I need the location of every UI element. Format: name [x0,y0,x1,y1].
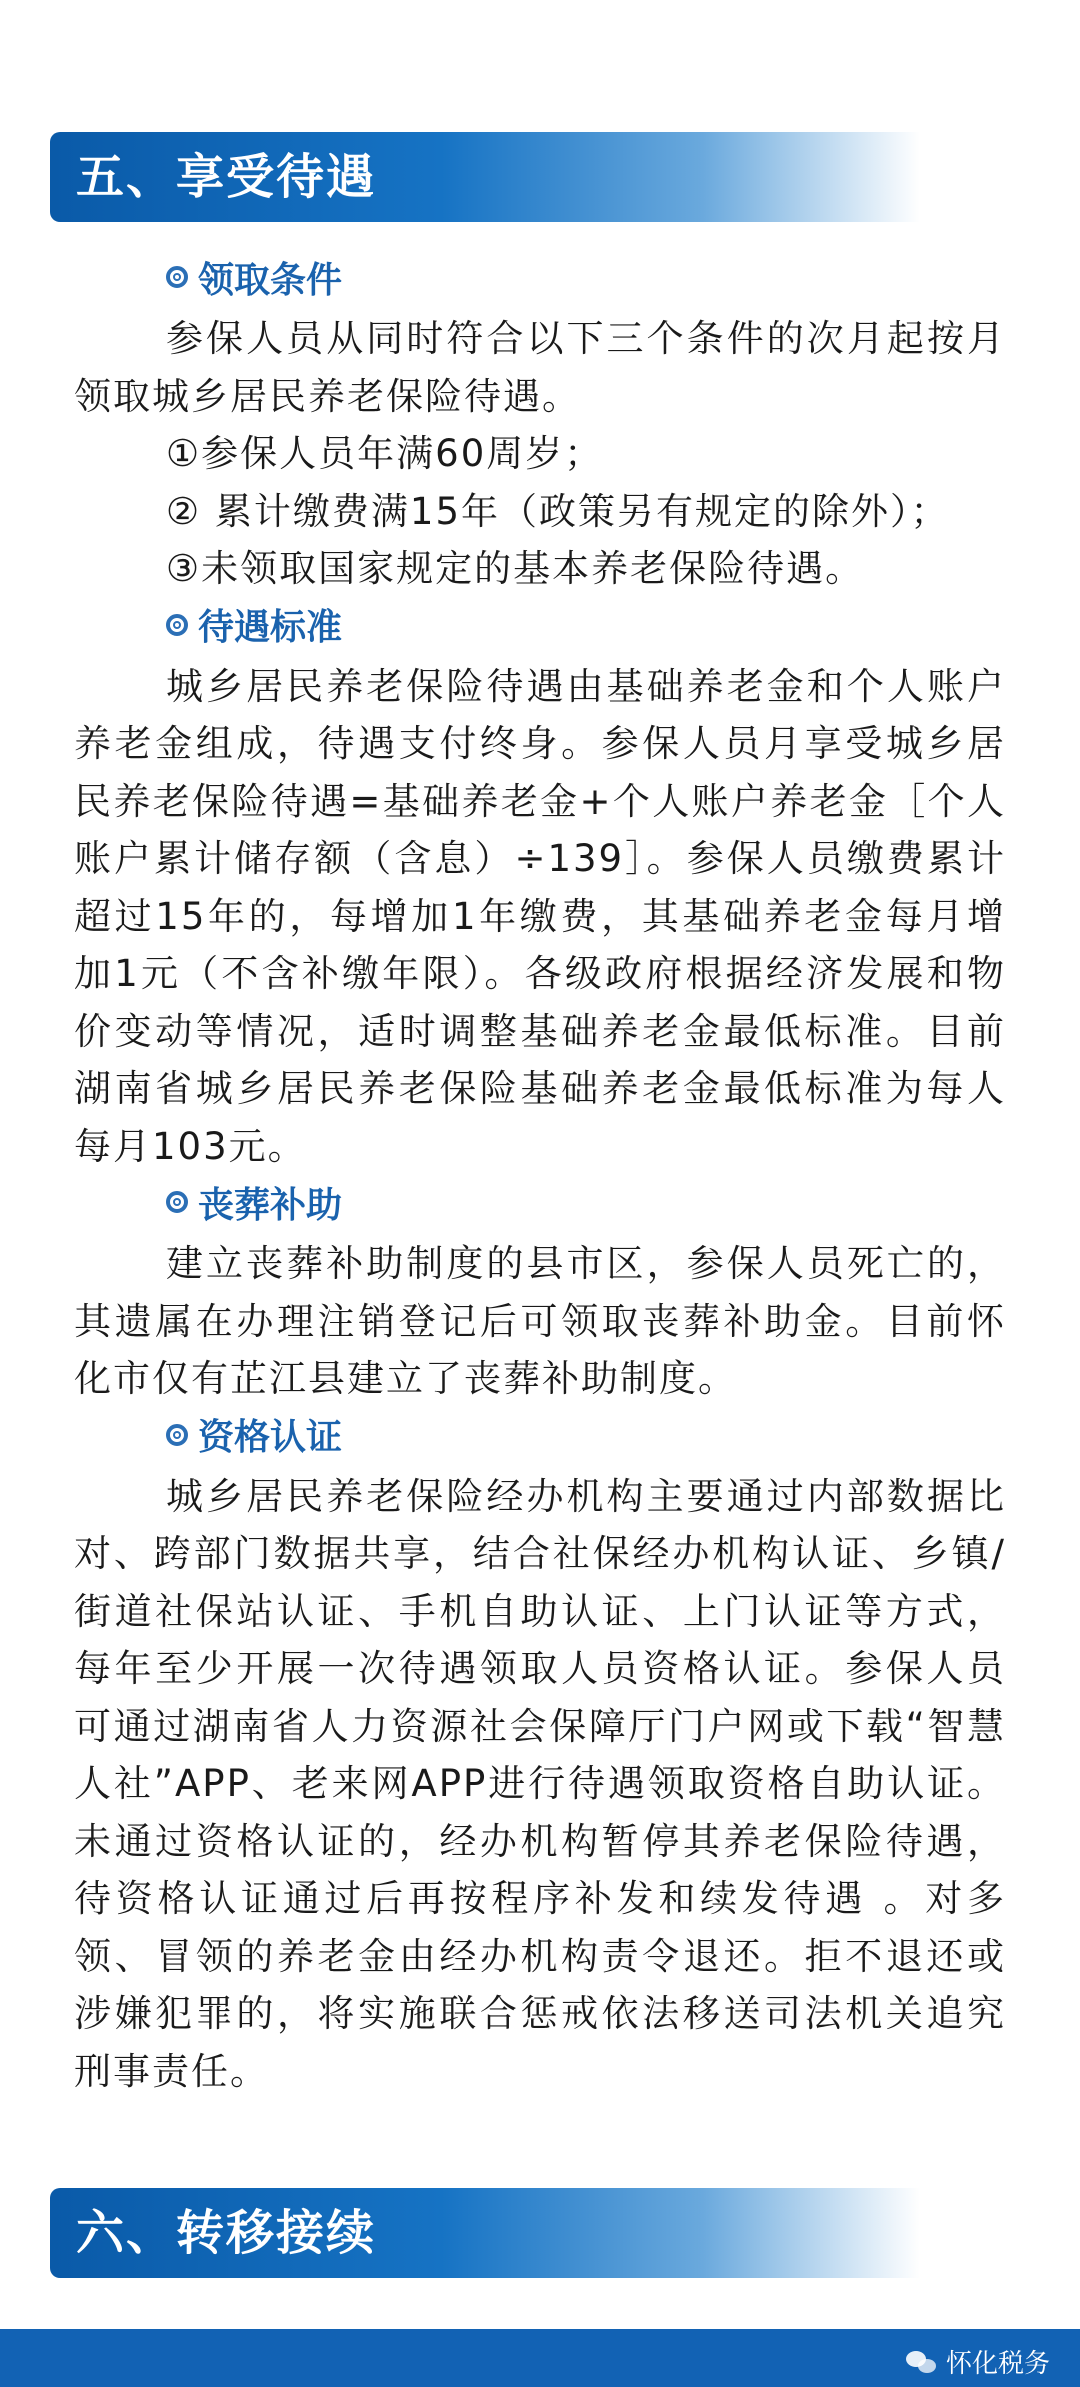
section-six-banner [50,2188,920,2278]
condition-item-3: ③未领取国家规定的基本养老保险待遇。 [166,547,865,590]
wechat-icon [906,2349,938,2375]
benefits-content [74,250,1006,2100]
funeral-body: 建立丧葬补助制度的县市区，参保人员死亡的，其遗属在办理注销登记后可领取丧葬补助金。目前怀化市仅有芷江县建立了丧葬补助制度。 [74,1242,1006,1400]
funeral-heading-text: 丧葬补助 [198,1184,343,1226]
standard-heading-text: 待遇标准 [198,607,343,648]
section-five-banner [50,132,920,222]
standard-body: 城乡居民养老保险待遇由基础养老金和个人账户养老金组成，待遇支付终身。参保人员月享受城乡居民养老保险待遇=基础养老金+个人账户养老金［个人账户累计储存额（含息）÷139］。参保人员缴费累计超过15年的，每增加1年缴费，其基础养老金每月增加1元（不含补缴年限）。各级政府根据经济发展和物价变动等情况，适时调整基础养老金最低标准。目前湖南省城乡居民养老保险基础养老金最低标准为每人每月103元。 [74,664,1006,1168]
footer-bar [0,2329,1080,2387]
section-five-title: 五、享受待遇 [76,149,377,205]
funeral-heading [166,1175,1006,1229]
conditions-heading-text: 领取条件 [198,259,343,301]
circle-bullet-icon [166,1191,188,1213]
section-six-title: 六、转移接续 [76,2205,377,2261]
conditions-intro: 参保人员从同时符合以下三个条件的次月起按月领取城乡居民养老保险待遇。 [74,317,1006,418]
circle-bullet-icon [166,266,188,288]
condition-item-1: ①参保人员年满60周岁； [166,432,604,475]
watermark [906,2343,1050,2380]
qualification-heading-text: 资格认证 [198,1417,343,1458]
condition-item-2: ② 累计缴费满15年（政策另有规定的除外）； [166,489,950,533]
standard-heading [166,598,1006,652]
qualification-heading [166,1408,1006,1462]
circle-bullet-icon [166,614,188,636]
circle-bullet-icon [166,1424,188,1446]
watermark-text: 怀化税务 [945,2349,1050,2379]
qualification-body: 城乡居民养老保险经办机构主要通过内部数据比对、跨部门数据共享，结合社保经办机构认证、乡镇/街道社保站认证、手机自助认证、上门认证等方式，每年至少开展一次待遇领取人员资格认证。参保人员可通过湖南省人力资源社会保障厅门户网或下载“智慧人社”APP、老来网APP进行待遇领取资格自助认证。未通过资格认证的，经办机构暂停其养老保险待遇，待资格认证通过后再按程序补发和续发待遇 。对多领、冒领的养老金由经办机构责令退还。拒不退还或涉嫌犯罪的，将实施联合惩戒依法移送司法机关追究刑事责任。 [74,1474,1006,2093]
conditions-heading [166,250,1006,304]
